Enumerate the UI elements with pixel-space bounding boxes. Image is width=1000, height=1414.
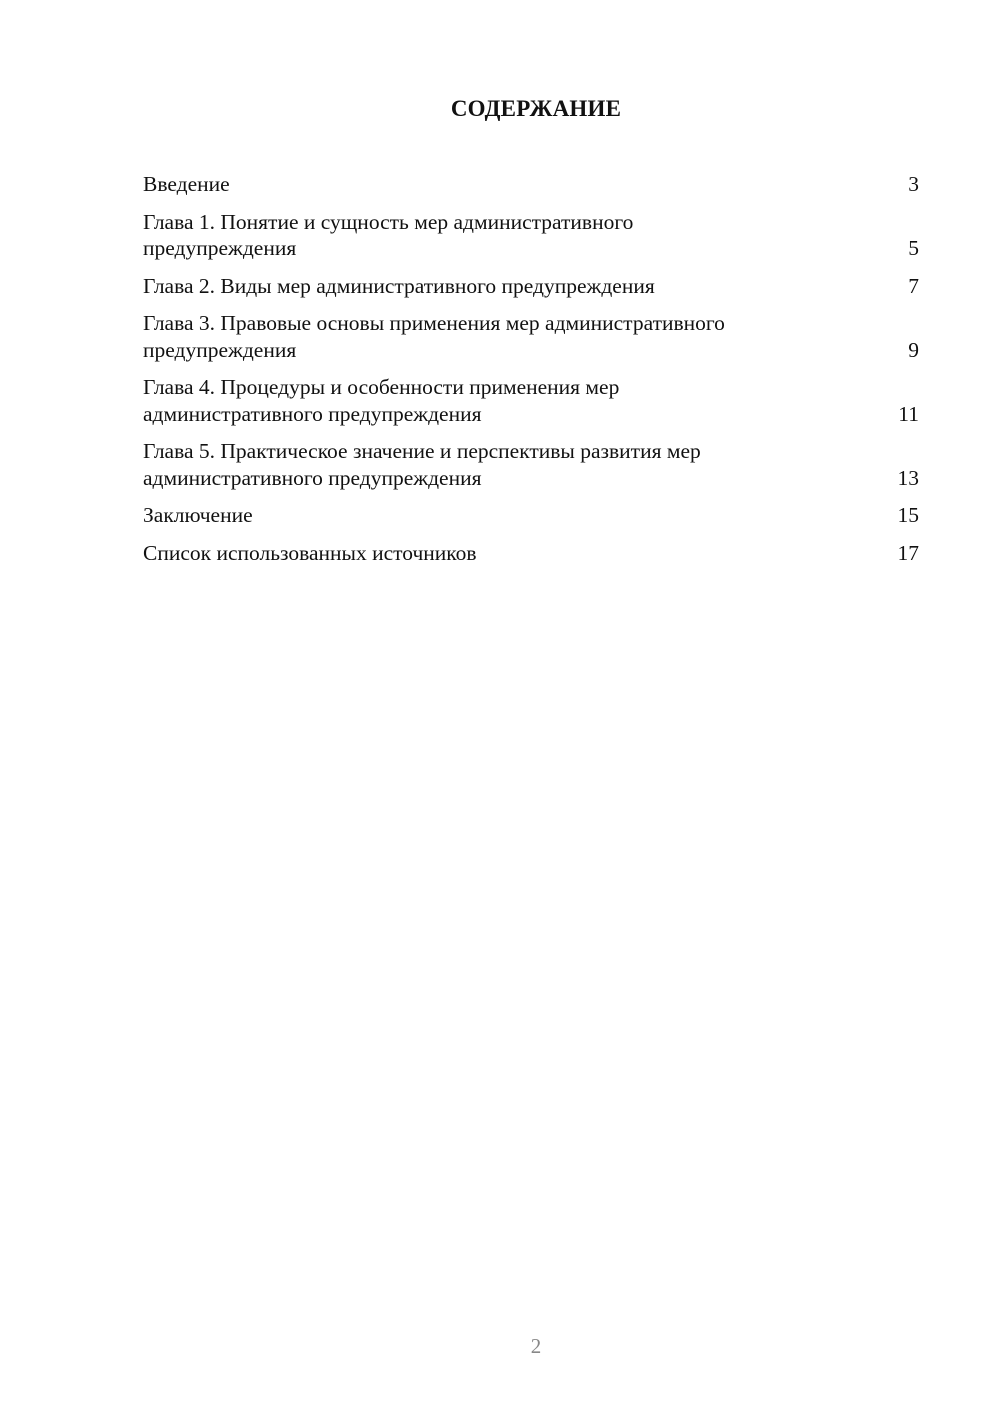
toc-entry-chapter-3[interactable] (143, 310, 919, 363)
toc-entry-title (143, 273, 879, 300)
toc-entry-title-line: Глава 2. Виды мер административного предупреждения (143, 273, 655, 298)
toc-entry-title-line: административного предупреждения (143, 401, 482, 426)
toc-entry-title (143, 374, 879, 427)
toc-entry-title-line: предупреждения (143, 337, 297, 362)
page-title: СОДЕРЖАНИЕ (450, 96, 622, 121)
toc-entry-title-line: Глава 4. Процедуры и особенности применения мер (143, 375, 620, 399)
toc-entry-references[interactable] (143, 540, 919, 567)
toc-entry-page: 11 (898, 401, 919, 426)
toc-entry-page: 13 (897, 465, 919, 490)
toc-entry-title (143, 540, 879, 567)
toc-entry-title (143, 209, 879, 262)
toc-entry-title-line: Глава 1. Понятие и сущность мер административного (143, 209, 634, 234)
toc-entry-title-line: Глава 3. Правовые основы применения мер административного (143, 311, 725, 335)
toc-entry-title (143, 171, 879, 198)
toc-entry-title (143, 310, 879, 363)
page-number: 2 (530, 1334, 542, 1358)
toc-entry-title-line: Введение (143, 172, 230, 196)
toc-entry-chapter-1[interactable] (143, 209, 919, 262)
toc-entry-title-line: Список использованных источников (143, 540, 477, 565)
toc-entry-introduction[interactable] (143, 171, 919, 198)
toc-entry-title-line: административного предупреждения (143, 465, 482, 490)
toc-entry-page: 3 (908, 172, 919, 196)
toc-entry-title (143, 502, 879, 529)
toc-entry-page: 5 (908, 236, 919, 260)
toc-entry-title (143, 438, 879, 491)
toc-entry-chapter-5[interactable] (143, 438, 919, 491)
toc-entry-page: 7 (908, 273, 919, 298)
table-of-contents (143, 171, 919, 577)
toc-entry-page: 9 (908, 337, 919, 362)
toc-entry-title-line: Заключение (143, 503, 253, 527)
toc-entry-chapter-2[interactable] (143, 273, 919, 300)
toc-entry-chapter-4[interactable] (143, 374, 919, 427)
toc-entry-title-line: предупреждения (143, 236, 297, 260)
toc-entry-page: 17 (897, 540, 919, 565)
toc-entry-title-line: Глава 5. Практическое значение и перспективы развития мер (143, 439, 701, 463)
toc-entry-conclusion[interactable] (143, 502, 919, 529)
toc-entry-page: 15 (897, 503, 919, 527)
